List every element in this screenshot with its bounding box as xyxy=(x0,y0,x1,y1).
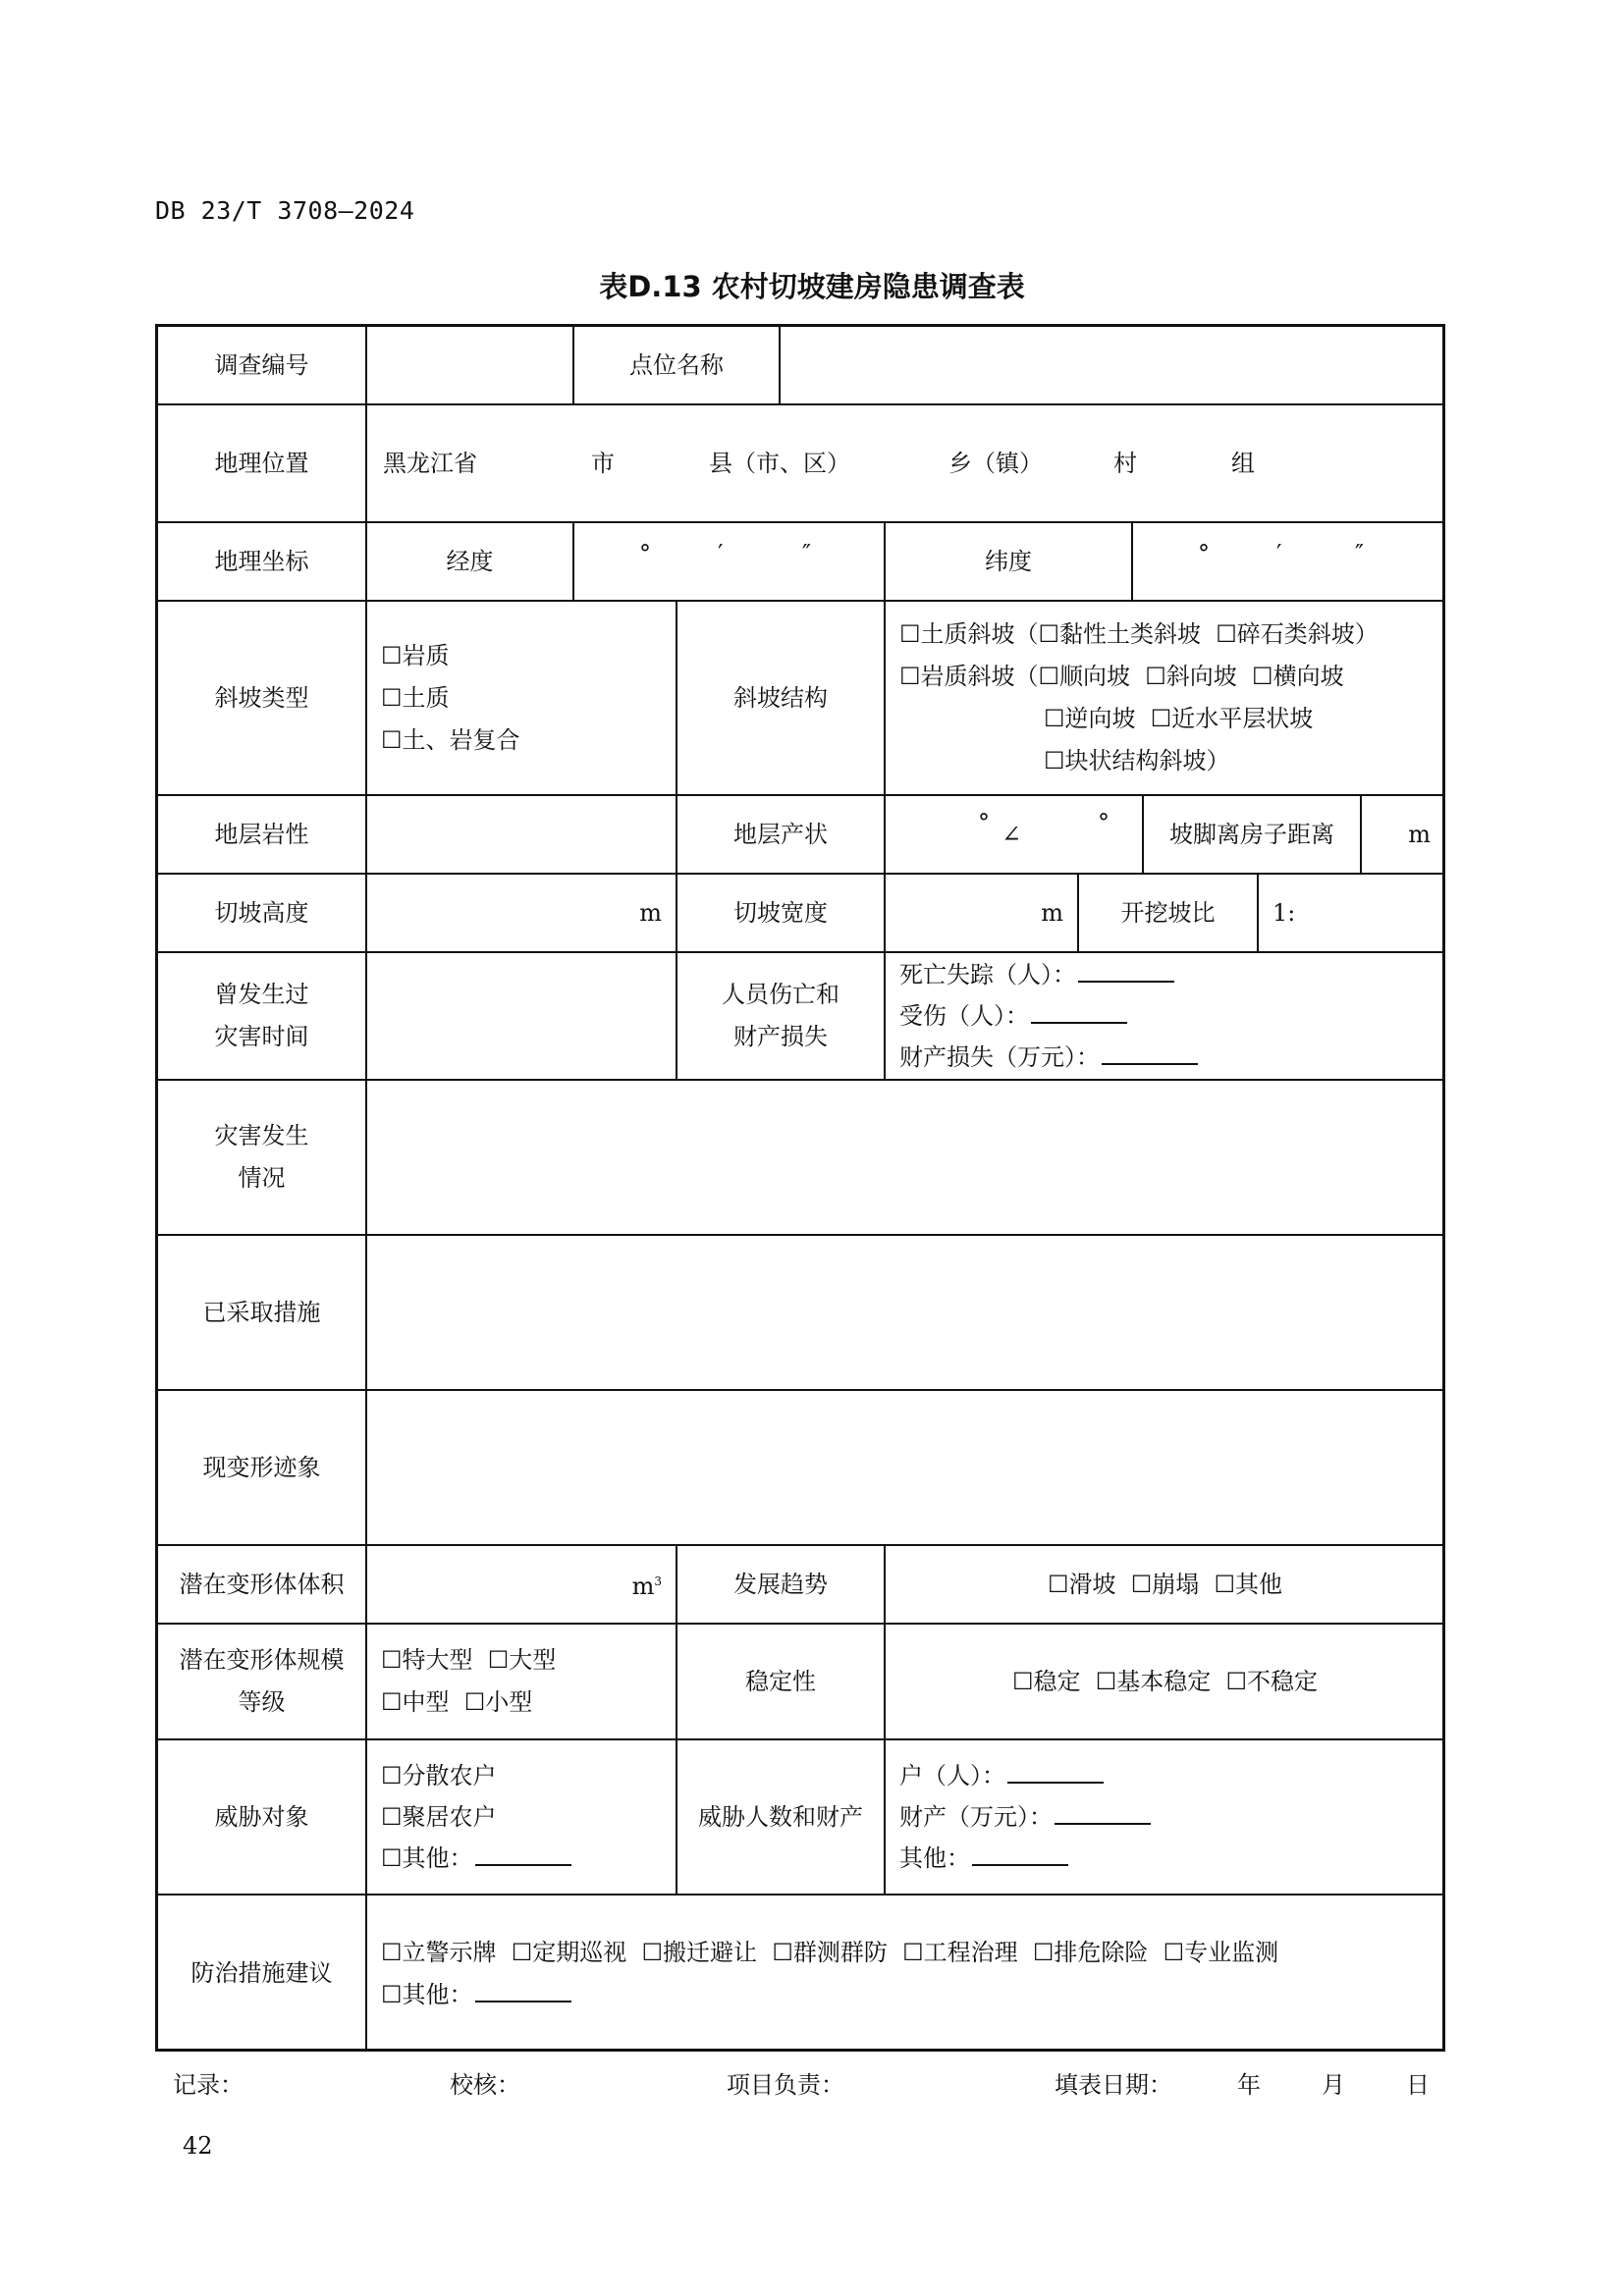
group-text: 组 xyxy=(1231,449,1255,477)
disaster-situation-label xyxy=(158,1081,365,1234)
disaster-situation-line-2: 情况 xyxy=(238,1164,286,1192)
stratum-attitude-label: 地层产状 xyxy=(733,820,828,848)
scale-grade-line-1: 潜在变形体规模 xyxy=(179,1646,345,1674)
standard-code: DB 23/T 3708—2024 xyxy=(155,196,415,225)
slope-type-mixed-checkbox[interactable]: ☐土、岩复合 xyxy=(381,725,520,754)
page-number: 42 xyxy=(183,2132,213,2160)
death-missing-row[interactable] xyxy=(899,954,1174,995)
potential-volume-field[interactable] xyxy=(367,1546,676,1623)
prevention-other-blank[interactable] xyxy=(475,1977,571,2002)
lat-minute-mark: ′ xyxy=(1276,540,1282,567)
slope-type-rock-checkbox[interactable]: ☐岩质 xyxy=(381,641,450,669)
stratum-attitude-field[interactable] xyxy=(886,796,1142,873)
coord-label: 地理坐标 xyxy=(214,547,309,575)
prevention-other-row[interactable] xyxy=(381,1974,571,2016)
stability-label: 稳定性 xyxy=(745,1667,816,1695)
location-label: 地理位置 xyxy=(214,449,309,477)
households-label: 户（人）： xyxy=(899,1762,1005,1789)
cut-width-unit: m xyxy=(1041,898,1063,927)
toe-distance-field[interactable] xyxy=(1362,796,1444,873)
lat-degree-mark: ° xyxy=(1198,540,1210,567)
scale-grade-options[interactable] xyxy=(367,1625,676,1738)
past-disaster-time-line-1: 曾发生过 xyxy=(214,981,309,1008)
threat-clustered-checkbox[interactable]: ☐聚居农户 xyxy=(381,1803,497,1831)
scale-small-row[interactable]: ☐中型 ☐小型 xyxy=(381,1688,533,1716)
volume-unit: $m^3$ xyxy=(631,1573,662,1600)
lat-second-mark: ″ xyxy=(1355,540,1364,567)
past-disaster-time-line-2: 灾害时间 xyxy=(214,1023,309,1050)
property-loss-label: 财产损失（万元）： xyxy=(899,1043,1100,1071)
lon-degree-mark: ° xyxy=(639,540,651,567)
month-label: 月 xyxy=(1322,2071,1345,2099)
injured-blank[interactable] xyxy=(1031,998,1127,1024)
rock-slope-line-3[interactable]: ☐块状结构斜坡） xyxy=(1044,747,1230,774)
review-label: 校核： xyxy=(450,2071,520,2099)
measures-taken-label: 已采取措施 xyxy=(202,1298,321,1326)
rock-slope-line-2[interactable]: ☐逆向坡 ☐近水平层状坡 xyxy=(1044,705,1314,732)
scale-large-row[interactable]: ☐特大型 ☐大型 xyxy=(381,1646,557,1674)
past-disaster-time-field[interactable] xyxy=(367,953,676,1079)
excavation-ratio-field[interactable] xyxy=(1259,875,1444,951)
location-field[interactable] xyxy=(367,405,1444,521)
scale-grade-label xyxy=(158,1625,365,1738)
rock-slope-line[interactable]: ☐岩质斜坡（☐顺向坡 ☐斜向坡 ☐横向坡 xyxy=(899,663,1344,690)
threat-property-blank[interactable] xyxy=(1055,1799,1151,1825)
threat-other-label: ☐其他： xyxy=(381,1844,473,1872)
cut-width-field[interactable] xyxy=(886,875,1077,951)
cut-height-unit: m xyxy=(639,898,662,927)
table-title: 表D.13 农村切坡建房隐患调查表 xyxy=(599,270,1025,303)
prevention-other-label: ☐其他： xyxy=(381,1980,473,2008)
cut-height-label: 切坡高度 xyxy=(214,898,309,927)
casualty-label xyxy=(677,953,884,1079)
scale-grade-line-2: 等级 xyxy=(238,1688,286,1716)
toe-distance-label: 坡脚离房子距离 xyxy=(1169,820,1334,848)
threat-people-other-label: 其他： xyxy=(899,1844,970,1872)
prevention-options-line[interactable]: ☐立警示牌 ☐定期巡视 ☐搬迁避让 ☐群测群防 ☐工程治理 ☐排危除险 ☐专业监测 xyxy=(381,1938,1279,1966)
property-loss-row[interactable] xyxy=(899,1037,1198,1078)
trend-label: 发展趋势 xyxy=(733,1570,828,1598)
casualty-label-line-1: 人员伤亡和 xyxy=(722,981,839,1008)
death-missing-label: 死亡失踪（人）： xyxy=(899,961,1076,988)
prevention-label: 防治措施建议 xyxy=(190,1959,333,1987)
latitude-label: 纬度 xyxy=(985,547,1032,575)
cut-width-label: 切坡宽度 xyxy=(733,898,828,927)
excavation-ratio-value: 1: xyxy=(1272,898,1296,927)
city-text: 市 xyxy=(591,449,615,477)
injured-label: 受伤（人）： xyxy=(899,1002,1029,1030)
trend-options[interactable]: ☐滑坡 ☐崩塌 ☐其他 xyxy=(1047,1570,1283,1598)
current-deformation-field[interactable] xyxy=(367,1391,1444,1544)
threat-property-label: 财产（万元）： xyxy=(899,1803,1053,1831)
stratum-lithology-label: 地层岩性 xyxy=(214,820,309,848)
longitude-field[interactable] xyxy=(574,523,884,600)
slope-structure-label: 斜坡结构 xyxy=(733,683,828,712)
potential-volume-label: 潜在变形体体积 xyxy=(179,1570,345,1598)
county-text: 县（市、区） xyxy=(709,449,850,477)
survey-form xyxy=(155,324,1445,2052)
year-label: 年 xyxy=(1237,2071,1261,2099)
latitude-field[interactable] xyxy=(1133,523,1444,600)
households-row[interactable] xyxy=(899,1755,1104,1796)
soil-slope-line[interactable]: ☐土质斜坡（☐黏性土类斜坡 ☐碎石类斜坡） xyxy=(899,620,1379,648)
threat-scattered-checkbox[interactable]: ☐分散农户 xyxy=(381,1762,497,1789)
households-blank[interactable] xyxy=(1007,1758,1104,1784)
point-name-field[interactable] xyxy=(781,329,1444,403)
slope-structure-options[interactable] xyxy=(886,602,1444,794)
prevention-options[interactable] xyxy=(367,1896,1444,2052)
current-deformation-label: 现变形迹象 xyxy=(202,1453,321,1481)
fill-date-label: 填表日期： xyxy=(1055,2071,1172,2099)
project-manager-label: 项目负责： xyxy=(727,2071,844,2099)
record-label: 记录： xyxy=(173,2071,244,2099)
point-name-label: 点位名称 xyxy=(629,350,724,379)
past-disaster-time-label xyxy=(158,953,365,1079)
stability-options[interactable]: ☐稳定 ☐基本稳定 ☐不稳定 xyxy=(1011,1667,1319,1695)
disaster-situation-line-1: 灾害发生 xyxy=(214,1122,309,1149)
casualty-fields[interactable] xyxy=(886,953,1444,1079)
slope-type-label: 斜坡类型 xyxy=(214,683,309,712)
cut-height-field[interactable] xyxy=(367,875,676,951)
slope-type-options[interactable] xyxy=(367,602,676,794)
longitude-label: 经度 xyxy=(446,547,494,575)
toe-distance-unit: m xyxy=(1408,820,1431,848)
threat-people-fields[interactable] xyxy=(886,1740,1444,1894)
casualty-label-line-2: 财产损失 xyxy=(733,1023,828,1050)
threat-people-other-row[interactable] xyxy=(899,1838,1068,1879)
death-missing-blank[interactable] xyxy=(1078,957,1174,983)
dip-degree-mark: ° xyxy=(1098,809,1110,836)
injured-row[interactable] xyxy=(899,995,1127,1037)
dip-direction-mark: ° xyxy=(978,809,990,836)
lon-second-mark: ″ xyxy=(802,540,811,567)
excavation-ratio-label: 开挖坡比 xyxy=(1120,898,1216,927)
threat-people-label: 威胁人数和财产 xyxy=(698,1802,863,1831)
disaster-situation-field[interactable] xyxy=(367,1081,1444,1234)
survey-no-label: 调查编号 xyxy=(214,350,309,379)
lon-minute-mark: ′ xyxy=(718,540,724,567)
township-text: 乡（镇） xyxy=(948,449,1043,477)
village-text: 村 xyxy=(1113,449,1137,477)
province-text: 黑龙江省 xyxy=(383,449,477,477)
threat-other-blank[interactable] xyxy=(475,1841,571,1866)
dip-angle-mark: ∠ xyxy=(1001,820,1022,848)
measures-taken-field[interactable] xyxy=(367,1236,1444,1389)
slope-type-soil-checkbox[interactable]: ☐土质 xyxy=(381,683,450,712)
threat-object-options[interactable] xyxy=(367,1740,676,1894)
threat-other-row[interactable] xyxy=(381,1838,571,1879)
threat-object-label: 威胁对象 xyxy=(214,1802,309,1831)
property-loss-blank[interactable] xyxy=(1102,1040,1198,1065)
day-label: 日 xyxy=(1406,2071,1430,2099)
stratum-lithology-field[interactable] xyxy=(367,796,676,873)
survey-no-field[interactable] xyxy=(367,329,572,403)
threat-people-other-blank[interactable] xyxy=(972,1841,1068,1866)
threat-property-row[interactable] xyxy=(899,1796,1151,1838)
